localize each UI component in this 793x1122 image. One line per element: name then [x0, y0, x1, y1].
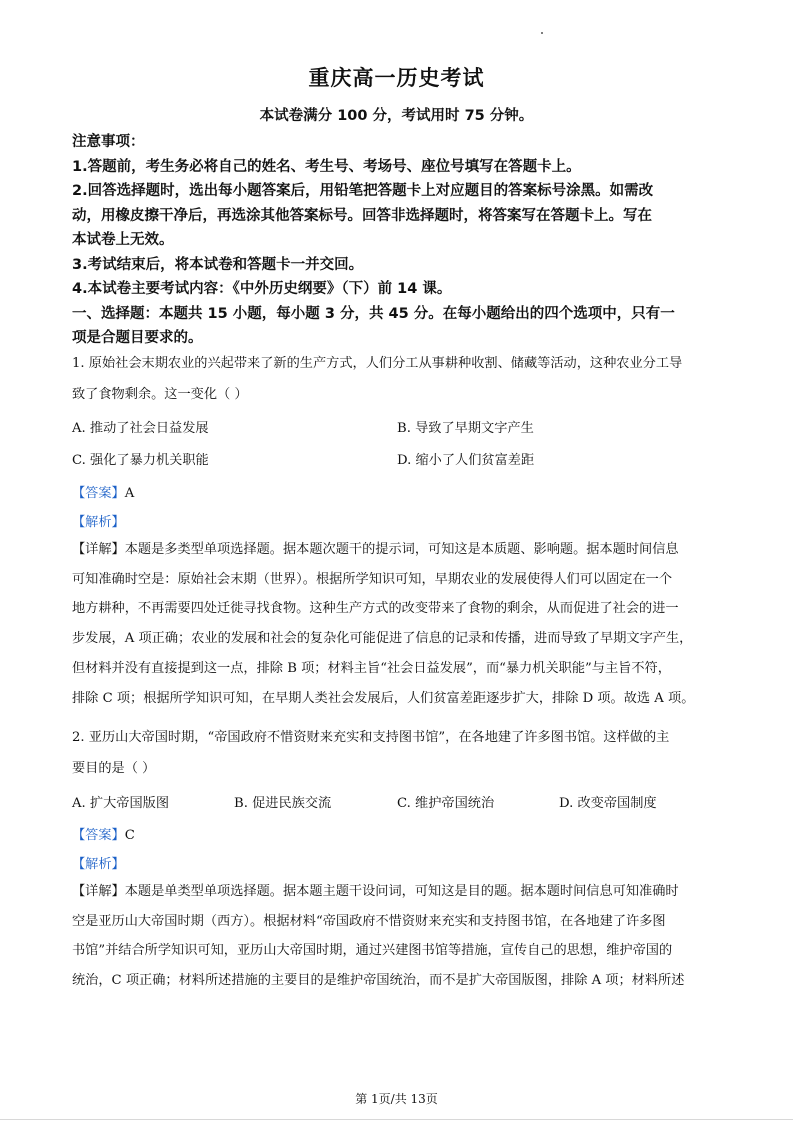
detail-line: 统治，C 项正确；材料所述措施的主要目的是维护帝国统治，而不是扩大帝国版图，排除 A 项；材料所述 [72, 973, 685, 989]
notice-item-2-line-3: 本试卷上无效。 [72, 232, 174, 248]
question-2-option-a: A. 扩大帝国版图 [72, 796, 170, 811]
notice-item-2-line-2: 动，用橡皮擦干净后，再选涂其他答案标号。回答非选择题时，将答案写在答题卡上。写在 [72, 207, 652, 224]
question-2-stem [72, 723, 722, 784]
question-2-option-c: C. 维护帝国统治 [397, 796, 495, 811]
detail-text: 本题是单类型单项选择题。据本题主题干设问词，可知这是目的题。据本题时间信息可知准确时 [124, 884, 679, 899]
notice-block [72, 130, 722, 351]
question-2-option-b: B. 促进民族交流 [234, 796, 332, 811]
question-2-detail [72, 877, 722, 996]
notice-heading: 注意事项： [72, 134, 145, 150]
detail-line: 排除 C 项；根据所学知识可知，在早期人类社会发展后，人们贫富差距逐步扩大，排除 D 项。故选 A 项。 [72, 690, 695, 706]
question-1-option-a: A. 推动了社会日益发展 [72, 421, 209, 436]
answer-label: 【答案】 [72, 828, 125, 843]
question-2-option-d: D. 改变帝国制度 [559, 796, 657, 811]
scan-dot [541, 32, 543, 34]
question-2-stem-line-2: 要目的是（ ） [72, 760, 156, 776]
question-1-detail [72, 535, 722, 713]
detail-text: 本题是多类型单项选择题。据本题次题干的提示词，可知这是本质题、影响题。据本题时间信息 [124, 542, 679, 557]
answer-value: A [124, 486, 135, 501]
question-2-stem-line-1: 2. 亚历山大帝国时期，“帝国政府不惜资财来充实和支持图书馆”，在各地建了许多图书馆。这样做的主 [72, 730, 670, 745]
analysis-label: 【解析】 [72, 857, 125, 872]
question-1-options-row-1 [72, 417, 722, 437]
question-2-answer [72, 824, 135, 843]
section-heading-line-1: 一、选择题：本题共 15 小题，每小题 3 分，共 45 分。在每小题给出的四个选项中，只有一 [72, 305, 675, 322]
question-2-analysis-label [72, 853, 125, 872]
detail-line [72, 877, 722, 907]
detail-line: 但材料并没有直接提到这一点，排除 B 项；材料主旨“社会日益发展”，而“暴力机关职能”与主旨不符， [72, 660, 671, 676]
question-1-analysis-label [72, 511, 125, 530]
detail-label: 【详解】 [72, 542, 125, 557]
page-title: 重庆高一历史考试 [308, 66, 485, 90]
question-1-stem [72, 349, 722, 410]
question-1-option-c: C. 强化了暴力机关职能 [72, 453, 209, 468]
question-1-stem-line-2: 致了食物剩余。这一变化（ ） [72, 386, 248, 402]
question-1-option-b: B. 导致了早期文字产生 [397, 421, 534, 436]
detail-line: 可知准确时空是：原始社会末期（世界）。根据所学知识可知，早期农业的发展使得人们可以固定在一个 [72, 571, 673, 587]
analysis-label: 【解析】 [72, 515, 125, 530]
question-1-stem-line-1: 1. 原始社会末期农业的兴起带来了新的生产方式，人们分工从事耕种收割、储藏等活动，这种农业分工导 [72, 356, 683, 371]
question-2-options-row [72, 792, 722, 812]
notice-item-3: 3.考试结束后，将本试卷和答题卡一并交回。 [72, 256, 364, 273]
section-heading-line-2: 项是合题目要求的。 [72, 330, 203, 346]
page-number: 第 1页/共 13页 [355, 1092, 438, 1106]
question-1-option-d: D. 缩小了人们贫富差距 [397, 453, 535, 468]
detail-line: 书馆”并结合所学知识可知，亚历山大帝国时期，通过兴建图书馆等措施，宣传自己的思想，维护帝国的 [72, 943, 673, 959]
answer-label: 【答案】 [72, 486, 125, 501]
exam-info: 本试卷满分 100 分，考试用时 75 分钟。 [259, 108, 534, 124]
notice-item-2-line-1: 2.回答选择题时，选出每小题答案后，用铅笔把答题卡上对应题目的答案标号涂黑。如需改 [72, 183, 654, 199]
notice-item-4: 4.本试卷主要考试内容：《中外历史纲要》（下）前 14 课。 [72, 281, 452, 297]
detail-line [72, 535, 722, 565]
question-1-options-row-2 [72, 449, 722, 469]
page-edge-divider [0, 1119, 793, 1120]
detail-label: 【详解】 [72, 884, 125, 899]
detail-line: 空是亚历山大帝国时期（西方）。根据材料“帝国政府不惜资财来充实和支持图书馆，在各地建了许多图 [72, 913, 666, 929]
notice-item-1: 1.答题前，考生务必将自己的姓名、考生号、考场号、座位号填写在答题卡上。 [72, 158, 581, 175]
answer-value: C [124, 828, 135, 843]
detail-line: 地方耕种，不再需要四处迁徙寻找食物。这种生产方式的改变带来了食物的剩余，从而促进了社会的进一 [72, 601, 679, 617]
question-1-answer [72, 482, 134, 501]
detail-line: 步发展，A 项正确；农业的发展和社会的复杂化可能促进了信息的记录和传播，进而导致了早期文字产生， [72, 631, 693, 647]
